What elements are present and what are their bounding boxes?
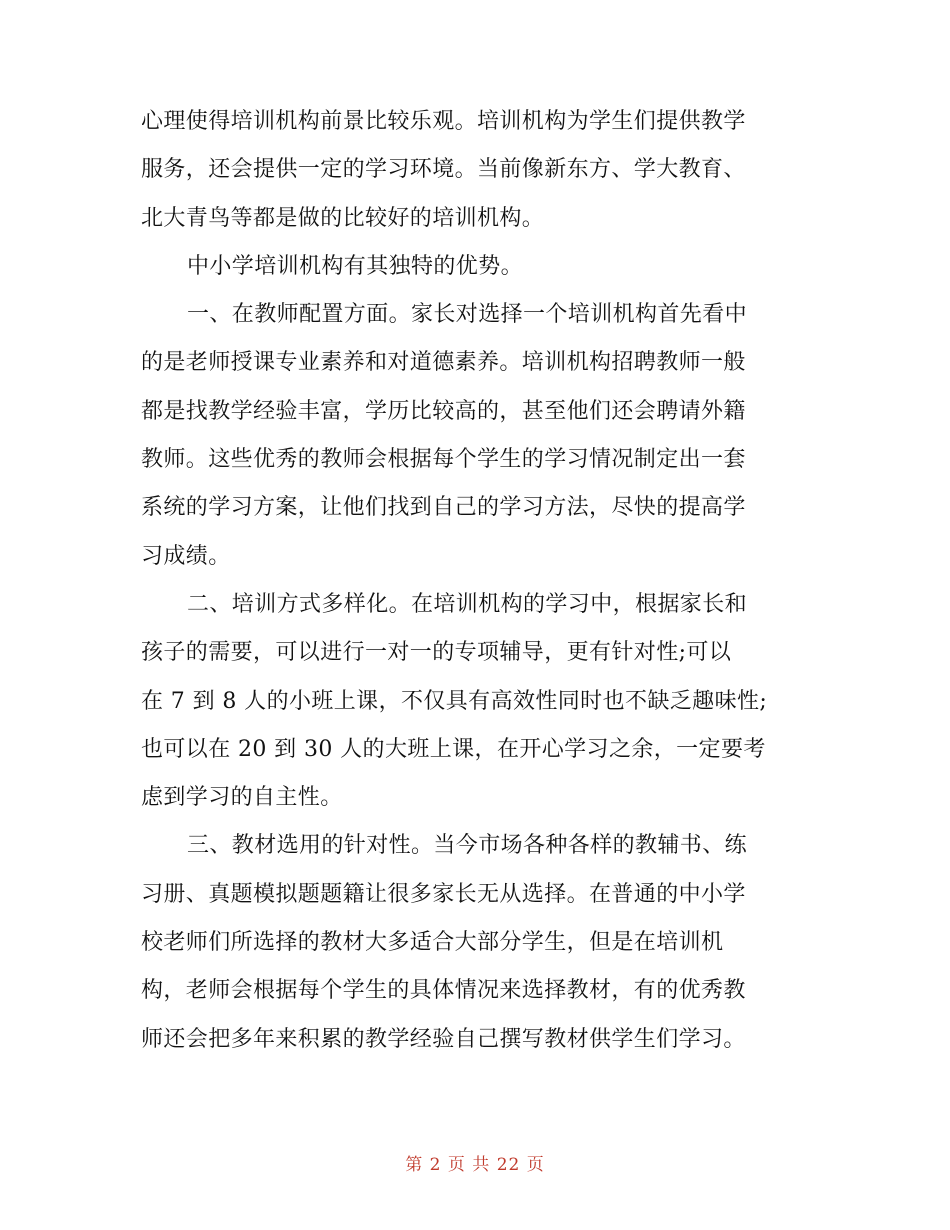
body-text [141, 98, 821, 1064]
text-line: 习成绩。 [141, 543, 231, 569]
text-line: 心理使得培训机构前景比较乐观。培训机构为学生们提供教学 [141, 109, 746, 134]
text-line: 习册、真题模拟题题籍让很多家长无从选择。在普通的中小学 [141, 881, 746, 907]
text-line: 三、教材选用的针对性。当今市场各种各样的教辅书、练 [187, 833, 748, 859]
text-line: 中小学培训机构有其独特的优势。 [187, 253, 524, 279]
text-line: 孩子的需要，可以进行一对一的专项辅导，更有针对性;可以 [141, 640, 732, 666]
text-line: 也可以在 20 到 30 人的大班上课，在开心学习之余，一定要考 [141, 736, 766, 762]
text-line: 都是找教学经验丰富，学历比较高的，甚至他们还会聘请外籍 [141, 398, 746, 424]
text-line: 系统的学习方案，让他们找到自己的学习方法，尽快的提高学 [141, 495, 746, 521]
text-line: 二、培训方式多样化。在培训机构的学习中，根据家长和 [187, 591, 748, 617]
text-line: 在 7 到 8 人的小班上课，不仅具有高效性同时也不缺乏趣味性; [141, 688, 768, 714]
text-line: 北大青鸟等都是做的比较好的培训机构。 [141, 205, 545, 231]
text-line: 教师。这些优秀的教师会根据每个学生的学习情况制定出一套 [141, 447, 746, 473]
text-line: 师还会把多年来积累的教学经验自己撰写教材供学生们学习。 [141, 1026, 746, 1052]
text-line: 虑到学习的自主性。 [141, 785, 343, 811]
text-line: 构，老师会根据每个学生的具体情况来选择教材，有的优秀教 [141, 978, 746, 1004]
text-line: 校老师们所选择的教材大多适合大部分学生，但是在培训机 [141, 930, 724, 956]
text-line: 服务，还会提供一定的学习环境。当前像新东方、学大教育、 [141, 157, 746, 183]
text-line: 的是老师授课专业素养和对道德素养。培训机构招聘教师一般 [141, 350, 746, 376]
text-line: 一、在教师配置方面。家长对选择一个培训机构首先看中 [187, 302, 748, 328]
page-number-footer: 第 2 页 共 22 页 [405, 1155, 545, 1175]
